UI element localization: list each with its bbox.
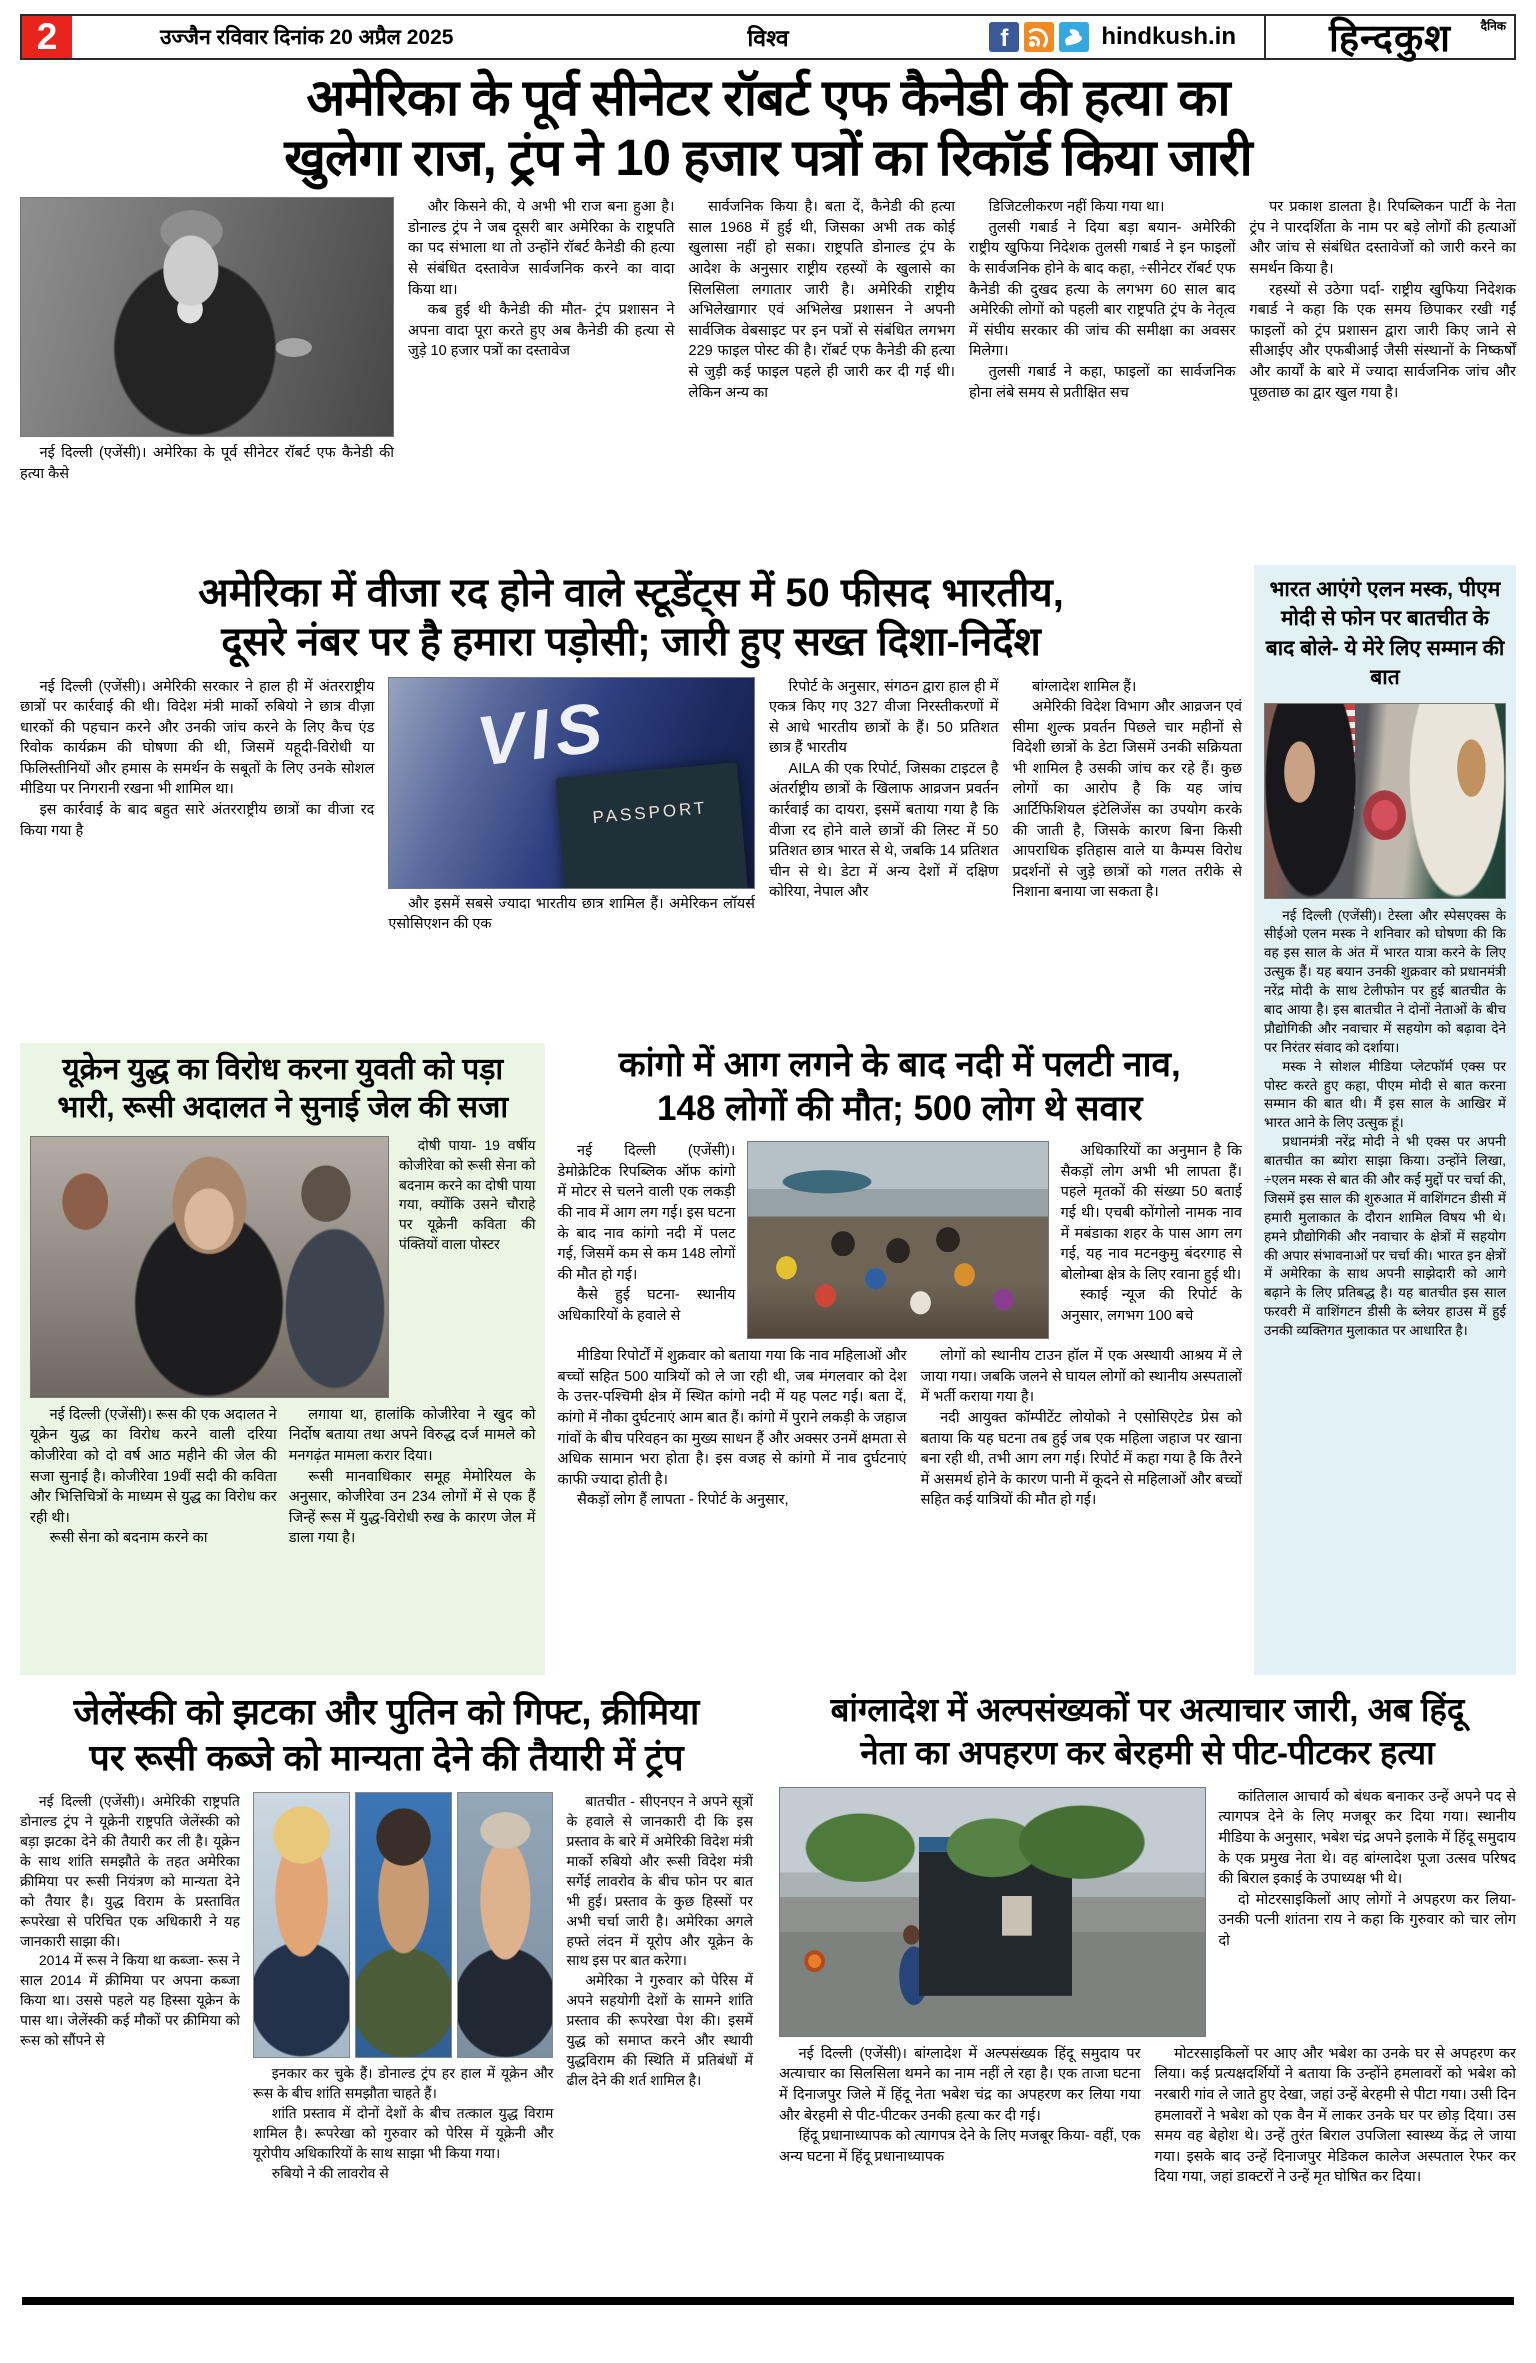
paragraph: नई दिल्ली (एजेंसी)। टेस्ला और स्पेसएक्स के सीईओ एलन मस्क ने शनिवार को घोषणा की कि वह इस साल के अंत में भारत यात्रा करने के लिए उत्सुक हैं। यह बयान उनकी शुक्रवार को प्रधानमंत्री नरेंद्र मोदी के साथ टेलीफोन पर हुई बातचीत के बाद आया है। इस बातचीत ने दोनों नेताओं के बीच प्रौद्योगिकी और नवाचार में सहयोग को बढ़ावा देने पर निरंतर संवाद को दर्शाया। [1264,907,1506,1055]
paragraph: दोषी पाया- 19 वर्षीय कोजीरेवा को रूसी सेना को बदनाम करने का दोषी पाया गया, क्योंकि उसने चौराहे पर यूक्रेनी कविता की पंक्तियों वाला पोस्टर [398,1136,536,1253]
visa-headline [20,569,1242,667]
paragraph: रिपोर्ट के अनुसार, संगठन द्वारा हाल ही में एकत्र किए गए 327 वीजा निरस्तीकरणों में से आधे भारतीय छात्रों के हैं। 50 प्रतिशत छात्र हैं भारतीय [768,678,999,757]
social-cluster [989,22,1236,52]
paragraph: सार्वजनिक किया है। बता दें, कैनेडी की हत्या साल 1968 में हुई थी, जिसका अभी तक कोई खुलासा नहीं हो सका। राष्ट्रपति डोनाल्ड ट्रंप के आदेश के अनुसार राष्ट्रीय रहस्यों के खुलासे का सिलसिला लगातार जारी है। अमेरिकी राष्ट्रीय अभिलेखागार एवं अभिलेख प्रशासन ने अपनी सार्वजिक वेबसाइट पर इन पत्रों से संबंधित लगभग 229 फाइल पोस्ट की है। रॉबर्ट एफ कैनेडी की हत्या से जुड़ी कई फाइल पहले ही जारी कर दी गई थी। लेकिन अन्य का [688,199,955,401]
bottom-rule [22,2297,1514,2305]
headline-line: यूक्रेन युद्ध का विरोध करना युवती को पड़ा [62,1053,504,1086]
kennedy-column-5 [1250,197,1517,484]
date-line: उज्जैन रविवार दिनांक 20 अप्रैल 2025 [160,26,454,49]
paragraph: नई दिल्ली (एजेंसी)। रूस की एक अदालत ने यूक्रेन युद्ध का विरोध करने वाली दरिया कोजीरेवा को दो वर्ष आठ महीने की जेल की सजा सुनाई है। कोजीरेवा 19वीं सदी की कविता और भित्तिचित्रों के माध्यम से युद्ध का विरोध कर रही थी। [30,1406,277,1526]
article-musk [1254,565,1516,1675]
paragraph: कब हुई थी कैनेडी की मौत- ट्रंप प्रशासन ने अपना वादा पूरा करते हुए अब कैनेडी की हत्या से जुड़े 10 हजार पत्रों का दस्तावेज [408,302,675,360]
paragraph: रुबियो ने की लावरोव से [271,2164,389,2181]
headline-line: पर रूसी कब्जे को मान्यता देने की तैयारी में ट्रंप [89,1736,684,1778]
paragraph: पर प्रकाश डालता है। रिपब्लिकन पार्टी के नेता ट्रंप ने पारदर्शिता के नाम पर बड़े लोगों की हत्याओं और जांच से संबंधित दस्तावेजों को जारी करने का समर्थन किया है। [1249,199,1516,278]
headline-line: 148 लोगों की मौत; 500 लोग थे सवार [657,1089,1143,1129]
paragraph: शांति प्रस्ताव में दोनों देशों के बीच तत्काल युद्ध विराम शामिल है। रूपरेखा को गुरुवार को पेरिस में यूक्रेनी और यूरोपीय अधिकारियों के साथ साझा भी किया गया। [252,2105,554,2161]
paragraph: कैसे हुई घटना- स्थानीय अधिकारियों के हवाले से [557,1287,736,1324]
paragraph: AILA की एक रिपोर्ट, जिसका टाइटल है अंतर्राष्ट्रीय छात्रों के खिलाफ आव्रजन प्रवर्तन कार्रवाई का दायरा, इसमें बताया गया है कि वीजा रद होने वाले छात्रों की लिस्ट में 50 प्रतिशत छात्र भारत से थे, जबकि 14 प्रतिशत चीन से थे। डेटा में अन्य देशों में दक्षिण कोरिया, नेपाल और [768,760,999,901]
paragraph: स्काई न्यूज की रिपोर्ट के अनुसार, लगभग 100 बचे [1060,1287,1242,1324]
congo-column-3 [1061,1141,1242,1339]
paragraph: दो मोटरसाइकिलों आए लोगों ने अपहरण कर लिया- उनकी पत्नी शांतना राय ने कहा कि गुरुवार को चार लोग दो [1218,1891,1516,1949]
ukraine-court-photo [30,1136,389,1398]
paragraph: रूसी मानवाधिकार समूह मेमोरियल के अनुसार, कोजीरेवा उन 234 लोगों में से एक हैं जिन्हें रूस में युद्ध-विरोधी रुख के कारण जेल में डाला गया है। [288,1468,536,1547]
paragraph: इस कार्रवाई के बाद बहुत सारे अंतरराष्ट्रीय छात्रों का वीजा रद किया गया है [20,802,375,839]
paragraph: अमेरिकी विदेश विभाग और आव्रजन एवं सीमा शुल्क प्रवर्तन पिछले चार महीनों से विदेशी छात्रों के डेटा जिसमें उनकी सक्रियता भी शामिल है उसकी जांच कर रहे हैं। कुछ लोगों का आरोप है कि यह जांच आर्टिफिशियल इंटेलिजेंस का उपयोग करके की जाती है, जिसके कारण बिना किसी आपराधिक इतिहास वाले या कैम्पस विरोध प्रदर्शनों से जुड़े छात्रों को गलत तरीके से निशाना बनाया जा सकता है। [1012,699,1242,901]
paragraph: 2014 में रूस ने किया था कब्जा- रूस ने साल 2014 में क्रीमिया पर अपना कब्जा किया था। उससे पहले यह हिस्सा यूक्रेन के पास था। जेलेंस्की कई मौकों पर क्रीमिया को रूस को सौंपने से [20,1952,240,2048]
paragraph: अधिकारियों का अनुमान है कि सैकड़ों लोग अभी भी लापता हैं। पहले मृतकों की संख्या 50 बताई गई थी। एचबी कोंगोलो नामक नाव में मबंडाका शहर के पास आग लग गई, यह नाव मटनकुमु बंदरगाह से बोलोम्बा क्षेत्र के लिए रवाना हुई थी। [1060,1143,1242,1283]
paragraph: और इसमें सबसे ज्यादा भारतीय छात्र शामिल हैं। अमेरिकन लॉयर्स एसोसिएशन की एक [388,895,755,933]
visa-column-2 [388,677,755,935]
website-name: hindkush.in [1101,23,1236,50]
paragraph: लगाया था, हालांकि कोजीरेवा ने खुद को निर्दोष बताया तथा अपने विरुद्ध दर्ज मामले को मनगढ़ंत मामला करार दिया। [288,1406,536,1464]
article-kennedy [0,60,1536,565]
kennedy-photo [20,197,394,437]
visa-photo [388,677,755,889]
rss-icon [1024,22,1054,52]
congo-column-1 [557,1141,735,1339]
article-zelensky [20,1689,753,2287]
bangladesh-top [779,1787,1516,2037]
congo-mid-column [557,1346,906,1511]
congo-top [557,1141,1242,1339]
putin-photo [457,1792,554,2058]
article-bangladesh [779,1689,1516,2287]
paragraph: नई दिल्ली (एजेंसी)। अमेरिकी राष्ट्रपति डोनाल्ड ट्रंप ने यूक्रेनी राष्ट्रपति जेलेंस्की को बड़ा झटका देने की तैयारी कर ली है। यूक्रेन के साथ शांति समझौते के तहत अमेरिका क्रीमिया पर रूसी नियंत्रण को मान्यता देने को तैयार है। युद्ध विराम के प्रस्तावित रूपरेखा से परिचित एक अधिकारी ने यह जानकारी साझा की। [20,1793,240,1949]
paragraph: नई दिल्ली (एजेंसी)। बांग्लादेश में अल्पसंख्यक हिंदू समुदाय पर अत्याचार का सिलसिला थमने का नाम नहीं ले रहा है। एक ताजा घटना में दिनाजपुर जिले में हिंदू नेता भबेश चंद्र का अपहरण कर लिया गया और बेरहमी से पीट-पीटकर उनकी हत्या कर दी गई। [779,2045,1141,2124]
page-number-box: 2 [22,16,72,58]
paragraph: रूसी सेना को बदनाम करने का [49,1530,208,1547]
paragraph: तुलसी गबार्ड ने कहा, फाइलों का सार्वजनिक होना लंबे समय से प्रतीक्षित सच [969,363,1236,401]
article-congo [545,1043,1242,1675]
paragraph: प्रधानमंत्री नरेंद्र मोदी ने भी एक्स पर अपनी बातचीत का ब्योरा साझा किया। उन्होंने लिखा, ÷एलन मस्क से बात की और कई मुद्दों पर चर्चा की, जिसमें इस साल की शुरुआत में वाशिंगटन डीसी में हमारी मुलाकात के दौरान शामिल विषय भी थे। हमने प्रौद्योगिकी और नवाचार के क्षेत्रों में सहयोग की अपार संभावनाओं पर चर्चा की। भारत इन क्षेत्रों में अमेरिका के साथ अपनी साझेदारी को आगे बढ़ाने के लिए प्रतिबद्ध है। यह बातचीत इस साल फरवरी में वाशिंगटन डीसी के ब्लेयर हाउस में हुई उनकी व्यक्तिगत मुलाकात पर आधारित है। [1264,1134,1506,1339]
ukraine-column-2 [289,1405,536,1549]
ukraine-top [30,1136,535,1398]
paragraph: मस्क ने सोशल मीडिया प्लेटफॉर्म एक्स पर पोस्ट करते हुए कहा, पीएम मोदी से बात करना सम्मान की बात थी। मैं इस साल के आखिर में भारत आने के लिए उत्सुक हूं। [1264,1058,1506,1131]
kennedy-column-3 [689,197,956,484]
bangladesh-column-2 [1155,2044,1516,2188]
bangladesh-headline [779,1689,1516,1775]
congo-bottom [557,1346,1242,1511]
paragraph: कांतिलाल आचार्य को बंधक बनाकर उन्हें अपने पद से त्यागपत्र देने के लिए मजबूर कर दिया गया। स्थानीय मीडिया के अनुसार, भबेश चंद्र अपने इलाके में हिंदू समुदाय के एक प्रमुख नेता थे। वह बांग्लादेश पूजा उत्सव परिषद की बिराल इकाई के उपाध्यक्ष भी थे। [1218,1788,1516,1888]
middle-left-area [20,565,1252,1675]
visa-body [20,677,1242,935]
paragraph: नदी आयुक्त कॉम्पीटेंट लोयोको ने एसोसिएटेड प्रेस को बताया कि यह घटना तब हुई जब एक महिला जहाज पर खाना बना रही थी, तभी आग लग गई। रिपोर्ट में कहा गया है कि तैरने में असमर्थ होने के कारण पानी में कूदने से महिलाओं और बच्चों सहित कई यात्रियों की मौत हो गई। [920,1409,1242,1509]
bangladesh-side-column [1218,1787,1516,2037]
paragraph: मोटरसाइकिलों पर आए और भबेश का उनके घर से अपहरण कर लिया। कई प्रत्यक्षदर्शियों ने बताया कि उन्होंने हमलावरों को भबेश को नरबारी गांव ले जाते हुए देखा, जहां उन्हें बेरहमी से पीटा गया। उसी दिन हमलावरों ने भबेश को एक वैन में लाकर उनके घर पर छोड़ दिया। उस समय वह बेहोश थे। उन्हें तुरंत बिराल उपजिला स्वास्थ्य केंद्र ले जाया गया। इसके बाद उन्हें दिनाजपुर मेडिकल कालेज अस्पताल रेफर कर दिया गया, जहां डाक्टरों ने उन्हें मृत घोषित कर दिया। [1154,2045,1516,2186]
paragraph: रहस्यों से उठेगा पर्दा- राष्ट्रीय खुफिया निदेशक गबार्ड ने कहा कि एक समय छिपाकर रखी गईं फाइलों को ट्रंप प्रशासन द्वारा जारी किए जाने से सीआईए और एफबीआई जैसी संस्थानों के निष्कर्षों और कार्यों के बारे में ज्यादा सार्वजनिक जांच और पूछताछ का द्वार खुल गया है। [1249,281,1516,401]
zelensky-body [20,1792,753,2183]
paragraph: मीडिया रिपोर्टों में शुक्रवार को बताया गया कि नाव महिलाओं और बच्चों सहित 500 यात्रियों को ले जा रही थी, जब मंगलवार को देश के उत्तर-पश्चिमी क्षेत्र में स्थित कांगो नदी में यह पलट गई। बता दें, कांगो में नौका दुर्घटनाएं आम बात हैं। कांगो में पुराने लकड़ी के जहाज गांवों के बीच परिवहन का मुख्य साधन हैं और अक्सर उनमें क्षमता से अधिक सामान भरा होता है। इस वजह से कांगो में नाव दुर्घटनाएं काफी ज्यादा होती है। [557,1348,907,1488]
twitter-icon [1059,22,1089,52]
zelensky-column-1 [20,1792,240,2183]
congo-crowd-photo [747,1141,1048,1339]
paragraph: लोगों को स्थानीय टाउन हॉल में एक अस्थायी आश्रय में ले जाया गया। जबकि जलने से घायल लोगों को स्थानीय अस्पतालों में भर्ती कराया गया है। [920,1348,1242,1406]
kennedy-column-1 [20,197,394,484]
zelensky-photo [355,1792,452,2058]
headline-line: खुलेगा राज, ट्रंप ने 10 हजार पत्रों का रिकॉर्ड किया जारी [284,128,1252,186]
musk-body [1264,907,1506,1341]
paragraph: नई दिल्ली (एजेंसी)। डेमोक्रेटिक रिपब्लिक ऑफ कांगो में मोटर से चलने वाली एक लकड़ी की नाव में आग लग गई। इस घटना के बाद नाव कांगो नदी में पलट गई, जिसमें कम से कम 148 लोगों की मौत हो गई। [557,1143,736,1283]
visa-column-3 [769,677,999,935]
kennedy-body [20,197,1516,484]
bottom-band [0,1675,1536,2287]
visa-under-image-text [388,894,755,935]
bangladesh-street-photo [779,1787,1206,2037]
headline-line: दूसरे नंबर पर है हमारा पड़ोसी; जारी हुए सख्त दिशा-निर्देश [221,619,1041,664]
zelensky-column-2 [253,1792,554,2183]
paragraph: नई दिल्ली (एजेंसी)। अमेरिकी सरकार ने हाल ही में अंतरराष्ट्रीय छात्रों पर कार्रवाई की थी। विदेश मंत्री मार्को रुबियो ने छात्र वीज़ा धारकों की पहचान करने और उनकी जांच करने के लिए कैच एंड रिवोक कार्यक्रम की घोषणा की थी, जिसमें यहूदी-विरोधी या फिलिस्तीनियों और हमास के समर्थन के सबूतों के लिए उनके सोशल मीडिया पर निगरानी रखना भी शामिल था। [20,678,375,798]
section-title: विश्व [747,25,789,51]
paragraph: अमेरिका ने गुरुवार को पेरिस में अपने सहयोगी देशों के सामने शांति प्रस्ताव की रूपरेखा पेश की। इसमें युद्ध को समाप्त करने और स्थायी युद्धविराम की स्थिति में प्रतिबंधों में ढील देने की शर्त शामिल है। [566,1972,754,2088]
paragraph: हिंदू प्रधानाध्यापक को त्यागपत्र देने के लिए मजबूर किया- वहीं, एक अन्य घटना में हिंदू प्रधानाध्यापक [779,2128,1141,2165]
paragraph: बातचीत - सीएनएन ने अपने सूत्रों के हवाले से जानकारी दी कि इस प्रस्ताव के बारे में अमेरिकी विदेश मंत्री मार्को रुबियो और रूसी विदेश मंत्री सर्गेई लावरोव के बीच फोन पर बात भी हुई। प्रस्ताव के कुछ हिस्सों पर अभी चर्चा जारी है। अमेरिका अगले हफ्ते लंदन में यूरोप और यूक्रेन के साथ इस पर बात करेगा। [566,1793,754,1969]
kennedy-col1-text [20,443,394,484]
ukraine-headline [30,1051,535,1128]
facebook-icon: f [989,22,1019,52]
kennedy-headline [20,68,1516,187]
ukraine-side-column [399,1136,536,1398]
visa-column-4 [1012,677,1242,935]
article-ukraine [20,1043,545,1675]
paragraph: तुलसी गबार्ड ने दिया बड़ा बयान- अमेरिकी राष्ट्रीय खुफिया निदेशक तुलसी गबार्ड ने इन फाइलों के सार्वजनिक होने के बाद कहा, ÷सीनेटर रॉबर्ट एफ कैनेडी की दुखद हत्या के लगभग 60 साल बाद अमेरिकी लोगों को पहली बार राष्ट्रपति ट्रंप के नेतृत्व में संघीय सरकार की जांच की समीक्षा का अवसर मिलेगा। [969,219,1236,360]
logo-tagline: दैनिक [1480,19,1506,33]
kennedy-column-2 [408,197,675,484]
ukraine-congo-row [20,1043,1242,1675]
visa-column-1 [20,677,374,935]
ukraine-bottom [30,1405,535,1549]
headline-line: अमेरिका के पूर्व सीनेटर रॉबर्ट एफ कैनेडी की हत्या का [306,69,1230,126]
logo-title: हिन्दकुश [1329,18,1451,60]
bangladesh-bottom [779,2044,1516,2188]
paragraph: डिजिटलीकरण नहीं किया गया था। [988,199,1165,216]
article-visa [20,565,1242,1043]
headline-line: बांग्लादेश में अल्पसंख्यकों पर अत्याचार जारी, अब हिंदू [830,1691,1465,1728]
masthead [20,14,1516,60]
newspaper-logo [1264,16,1514,58]
musk-headline: भारत आएंगे एलन मस्क, पीएम मोदी से फोन पर बातचीत के बाद बोले- ये मेरे लिए सम्मान की बात [1265,578,1505,690]
kennedy-column-4 [969,197,1236,484]
zelensky-headline [20,1689,753,1780]
headline-line: कांगो में आग लगने के बाद नदी में पलटी नाव, [618,1045,1181,1084]
zelensky-column-3 [566,1792,753,2183]
paragraph: इनकार कर चुके हैं। डोनाल्ड ट्रंप हर हाल में यूक्रेन और रूस के बीच शांति समझौता चाहते हैं। [252,2065,554,2102]
congo-headline [557,1043,1242,1131]
congo-column-4 [921,1346,1242,1511]
ukraine-column-1 [30,1405,277,1549]
paragraph: नई दिल्ली (एजेंसी)। अमेरिका के पूर्व सीनेटर रॉबर्ट एफ कैनेडी की हत्या कैसे [20,445,394,482]
leader-portraits [253,1792,554,2058]
musk-modi-photo [1264,703,1506,899]
passport-overlay: PASSPORT [555,762,748,888]
paragraph: सैकड़ों लोग हैं लापता - रिपोर्ट के अनुसार, [577,1492,789,1509]
headline-line: नेता का अपहरण कर बेरहमी से पीट-पीटकर हत्या [860,1733,1435,1771]
headline-line: भारी, रूसी अदालत ने सुनाई जेल की सजा [57,1091,509,1125]
paragraph: और किसने की, ये अभी भी राज बना हुआ है। डोनाल्ड ट्रंप ने जब दूसरी बार अमेरिका के राष्ट्रपति का पद संभाला था तो उन्होंने रॉबर्ट कैनेडी की हत्या से संबंधित दस्तावेज सार्वजनिक करने का वादा किया था। [408,199,675,298]
rss-arc [1025,28,1048,51]
zelensky-column-2-text [253,2064,554,2183]
bangladesh-column-1 [779,2044,1140,2188]
paragraph: बांग्लादेश शामिल हैं। [1032,678,1137,695]
headline-line: अमेरिका में वीजा रद होने वाले स्टूडेंट्स में 50 फीसद भारतीय, [198,571,1064,615]
trump-photo [253,1792,350,2058]
middle-band [0,565,1536,1675]
visa-word-overlay: VIS [472,687,612,782]
headline-line: जेलेंस्की को झटका और पुतिन को गिफ्ट, क्रीमिया [73,1691,700,1732]
